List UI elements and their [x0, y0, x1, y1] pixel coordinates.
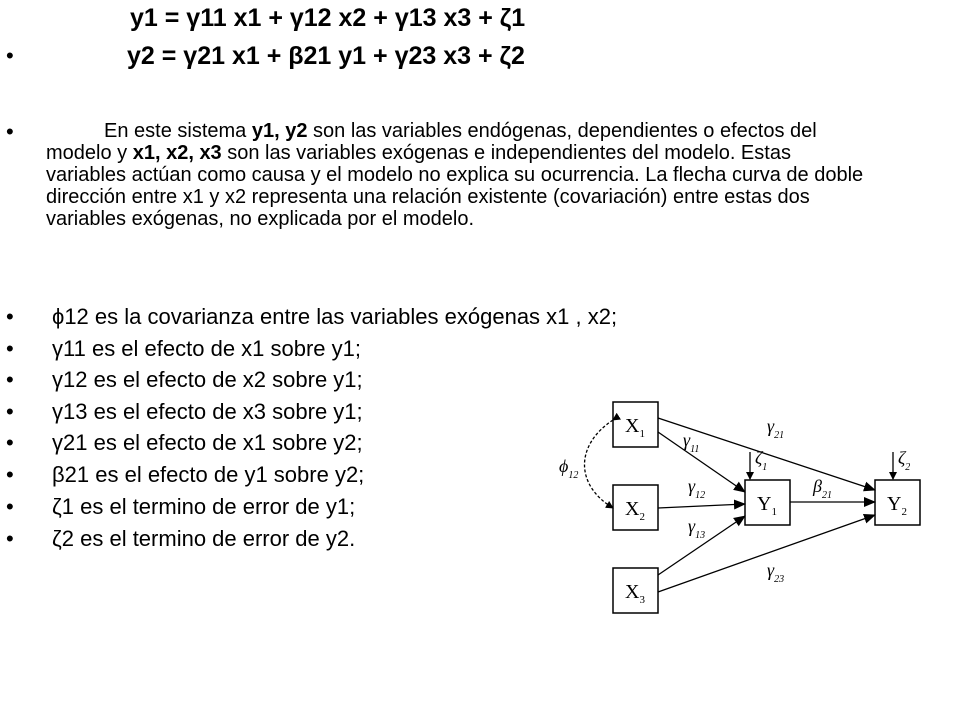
- list-item: [52, 431, 363, 455]
- bullet-dot: •: [6, 304, 14, 329]
- description-paragraph: [46, 120, 866, 230]
- bullet-dot: •: [6, 119, 14, 144]
- label-gamma12: $\gamma_{12}$: [688, 476, 706, 501]
- item-symbol: ζ2: [52, 526, 74, 551]
- bullet-dot: •: [6, 526, 14, 551]
- item-text: es el efecto de x3 sobre y1;: [87, 399, 363, 424]
- item-text: es el efecto de y1 sobre y2;: [89, 462, 365, 487]
- list-item: [52, 337, 361, 361]
- bullet-dot: •: [6, 399, 14, 424]
- path-diagram: [555, 380, 935, 625]
- label-zeta1: $\zeta_1$: [755, 448, 768, 473]
- label-gamma21: $\gamma_{21}$: [767, 416, 785, 441]
- item-symbol: γ13: [52, 399, 88, 424]
- item-text: es el efecto de x1 sobre y1;: [85, 336, 362, 361]
- node-x1-label: $X_1$: [625, 415, 645, 440]
- paragraph-text-2: son las variables endógenas, dependientes o efectos del modelo y: [46, 120, 817, 164]
- item-symbol: ζ1: [52, 494, 74, 519]
- list-item: [52, 527, 355, 551]
- bullet-dot: •: [6, 367, 14, 392]
- list-item: [52, 368, 363, 392]
- item-text: es el efecto de x1 sobre y2;: [87, 430, 363, 455]
- node-y2-label: $Y_2$: [887, 493, 907, 518]
- bullet-dot: •: [6, 430, 14, 455]
- item-text: es la covarianza entre las variables exógenas x1 , x2;: [88, 304, 618, 329]
- node-x2-label: $X_2$: [625, 498, 645, 523]
- bullet-dot: •: [6, 462, 14, 487]
- item-text: es el termino de error de y1;: [74, 494, 356, 519]
- bullet-dot: •: [6, 336, 14, 361]
- label-zeta2: $\zeta_2$: [898, 448, 911, 473]
- arrow-x1-y1: [658, 432, 745, 492]
- node-y1-label: $Y_1$: [757, 493, 777, 518]
- list-item: [52, 495, 355, 519]
- label-phi12: $\phi_{12}$: [559, 456, 579, 481]
- list-item: [52, 400, 363, 424]
- item-text: es el efecto de x2 sobre y1;: [87, 367, 363, 392]
- item-text: es el termino de error de y2.: [74, 526, 356, 551]
- covariance-curve-x1-x2: [585, 420, 614, 508]
- paragraph-bold-exogenous: x1, x2, x3: [132, 142, 222, 164]
- label-gamma23: $\gamma_{23}$: [767, 560, 785, 585]
- bullet-dot: •: [6, 494, 14, 519]
- item-symbol: β21: [52, 462, 90, 487]
- arrow-x2-y1: [658, 504, 745, 508]
- equation-y1: y1 = γ11 x1 + γ12 x2 + γ13 x3 + ζ1: [130, 4, 526, 32]
- label-beta21: $\beta_{21}$: [813, 476, 832, 501]
- paragraph-text-3: son las variables exógenas e independientes del modelo. Estas variables actúan como causa y el modelo no explica su ocurrencia. La flecha curva de doble dirección entre x1 y x2 representa una relación existente (covariación) entre estas dos variables exógenas, no explicada por el modelo.: [46, 142, 864, 230]
- paragraph-bold-endogenous: y1, y2: [251, 120, 308, 142]
- list-item: [52, 305, 617, 329]
- paragraph-text-1: En este sistema: [104, 120, 252, 142]
- item-symbol: γ11: [52, 336, 86, 361]
- label-gamma13: $\gamma_{13}$: [688, 516, 706, 541]
- bullet-dot: •: [6, 43, 14, 68]
- item-symbol: γ12: [52, 367, 88, 392]
- item-symbol: ϕ12: [52, 304, 89, 329]
- equation-y2: y2 = γ21 x1 + β21 y1 + γ23 x3 + ζ2: [127, 42, 525, 70]
- item-symbol: γ21: [52, 430, 88, 455]
- label-gamma11: $\gamma_{11}$: [683, 430, 700, 455]
- node-x3-label: $X_3$: [625, 581, 645, 606]
- list-item: [52, 463, 364, 487]
